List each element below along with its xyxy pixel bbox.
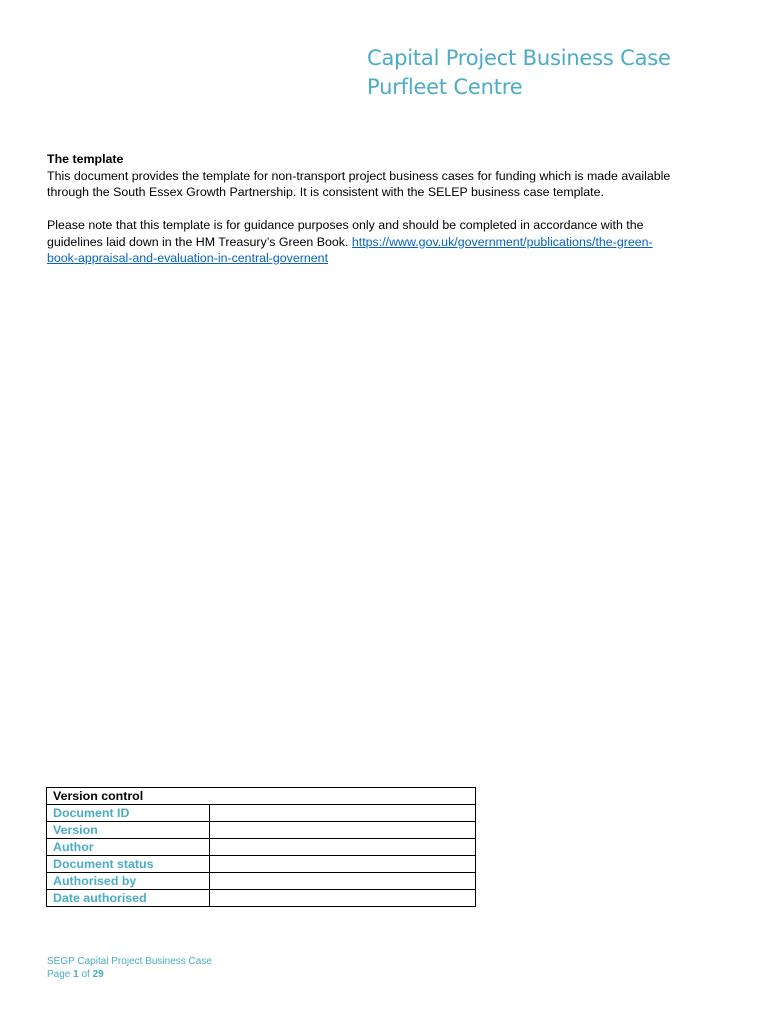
intro-paragraph-2-line-1: Please note that this template is for guidance purposes only and should be completed in accordance with the [47, 218, 644, 232]
footer-page-number [47, 968, 212, 981]
version-control-heading: Version control [47, 788, 476, 805]
intro-paragraph-2-line-2 [47, 234, 717, 251]
green-book-link-continued[interactable]: book-appraisal-and-evaluation-in-central-governent [47, 251, 329, 265]
authorised-by-label: Authorised by [47, 873, 210, 890]
section-heading: The template [47, 152, 124, 166]
intro-section [47, 151, 717, 267]
footer-document-name: SEGP Capital Project Business Case [47, 956, 212, 967]
version-control-header-row [47, 788, 476, 805]
green-book-link[interactable]: https://www.gov.uk/government/publications/the-green- [351, 234, 653, 249]
title-line-2: Purfleet Centre [367, 75, 523, 99]
paragraph-spacer [47, 201, 717, 218]
version-label: Version [47, 822, 210, 839]
document-status-value [210, 856, 476, 873]
document-id-label: Document ID [47, 805, 210, 822]
intro-paragraph-1-line-1: This document provides the template for non-transport project business cases for funding which is made available [47, 168, 671, 183]
author-label: Author [47, 839, 210, 856]
page-current: 1 [73, 969, 79, 980]
version-value [210, 822, 476, 839]
intro-paragraph-2-line-3 [47, 250, 717, 267]
table-row [47, 805, 476, 822]
document-title [367, 44, 747, 102]
page-footer [47, 955, 212, 981]
table-row [47, 890, 476, 907]
document-status-label: Document status [47, 856, 210, 873]
intro-paragraph-2-text: guidelines laid down in the HM Treasury’s Green Book. [47, 234, 352, 249]
date-authorised-label: Date authorised [47, 890, 210, 907]
page-prefix: Page [47, 969, 74, 980]
table-row [47, 839, 476, 856]
page-total: 29 [92, 969, 104, 980]
table-row [47, 822, 476, 839]
version-control-table [46, 787, 476, 907]
document-id-value [210, 805, 476, 822]
date-authorised-value [210, 890, 476, 907]
title-line-1: Capital Project Business Case [367, 46, 671, 70]
table-row [47, 856, 476, 873]
author-value [210, 839, 476, 856]
authorised-by-value [210, 873, 476, 890]
intro-paragraph-1-line-2: through the South Essex Growth Partnership. It is consistent with the SELEP business case template. [47, 185, 604, 199]
table-row [47, 873, 476, 890]
page-of: of [78, 969, 93, 980]
